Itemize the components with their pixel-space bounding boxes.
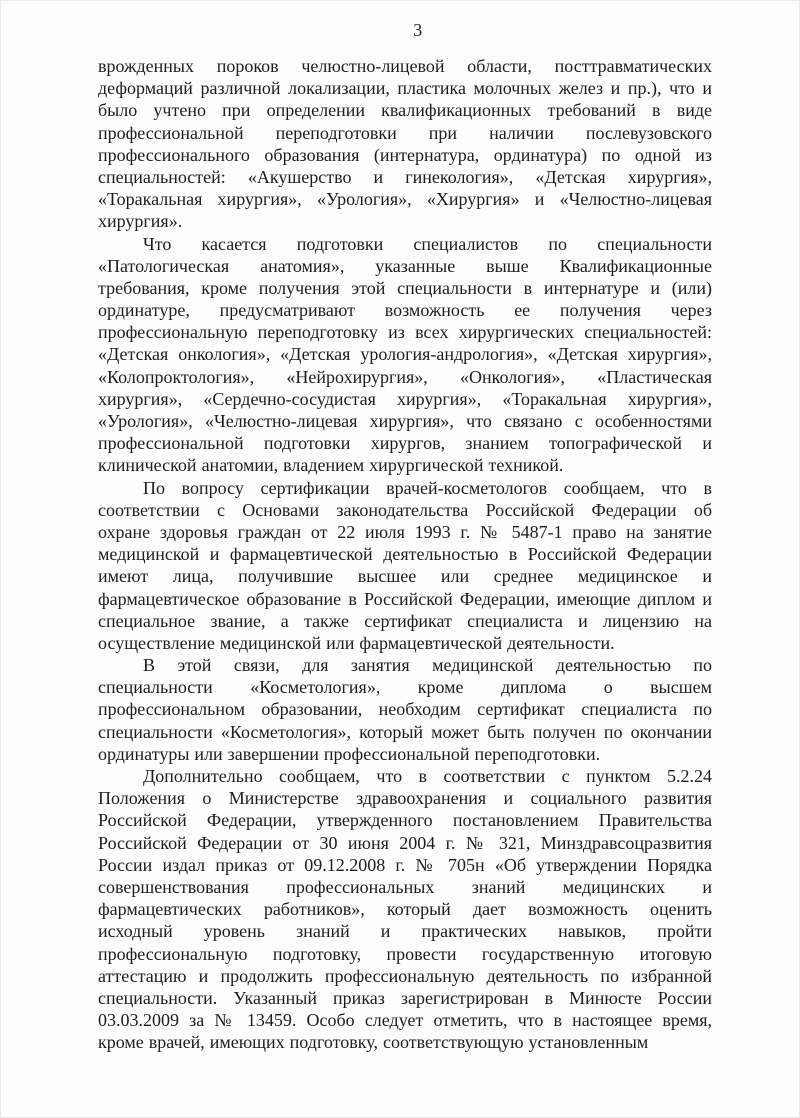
text-line: ординатуре, предусматривают возможность ее получения через (98, 300, 712, 321)
text-line: хирургия». (98, 211, 183, 232)
text-line: специальности «Косметология», который может быть получен по окончании (98, 721, 712, 742)
text-line: профессиональной переподготовки при наличии послевузовского (98, 122, 712, 143)
text-line: России издал приказ от 09.12.2008 г. № 705н «Об утверждении Порядка (98, 854, 712, 875)
text-line: кроме врачей, имеющих подготовку, соответствующую установленным (98, 1032, 649, 1053)
text-line: медицинской и фармацевтической деятельностью в Российской Федерации (98, 544, 712, 565)
text-line: деформаций различной локализации, пластика молочных желез и пр.), что и (98, 78, 712, 99)
paragraph (98, 233, 712, 477)
text-line: «Патологическая анатомия», указанные выше Квалификационные (98, 255, 712, 276)
page-number: 3 (413, 20, 423, 40)
text-line: соответствии с Основами законодательства Российской Федерации об (98, 499, 712, 520)
paragraph (98, 477, 712, 655)
text-line: клинической анатомии, владением хирургической техникой. (98, 455, 564, 476)
text-line: врожденных пороков челюстно-лицевой области, посттравматических (98, 56, 712, 76)
text-line: «Детская онкология», «Детская урология-андрология», «Детская хирургия», (98, 344, 712, 365)
text-line: специальности «Косметология», кроме диплома о высшем (98, 677, 712, 698)
document-body (98, 55, 712, 1053)
text-line: профессиональную переподготовку из всех хирургических специальностей: (98, 322, 712, 343)
paragraph (98, 765, 712, 1053)
text-line: осуществление медицинской или фармацевтической деятельности. (98, 632, 615, 653)
text-line: 03.03.2009 за № 13459. Особо следует отметить, что в настоящее время, (98, 1010, 712, 1031)
text-line: специальностей: «Акушерство и гинекология», «Детская хирургия», (98, 166, 712, 187)
text-line: исходный уровень знаний и практических навыков, пройти (98, 921, 712, 942)
text-line: В этой связи, для занятия медицинской деятельностью по (143, 655, 712, 676)
text-line: профессиональном образовании, необходим сертификат специалиста по (98, 699, 712, 720)
text-line: профессиональную подготовку, провести государственную итоговую (98, 943, 712, 964)
text-line: профессионального образования (интернатура, ординатура) по одной из (98, 144, 712, 165)
text-line: требования, кроме получения этой специальности в интернатуре и (или) (98, 277, 712, 298)
text-line: специальности. Указанный приказ зарегистрирован в Минюсте России (98, 987, 712, 1008)
text-line: По вопросу сертификации врачей-косметологов сообщаем, что в (143, 477, 712, 498)
text-line: Российской Федерации, утвержденного постановлением Правительства (98, 810, 712, 831)
text-line: Положения о Министерстве здравоохранения и социального развития (98, 788, 712, 809)
text-line: «Торакальная хирургия», «Урология», «Хирургия» и «Челюстно-лицевая (98, 189, 712, 210)
text-line: имеют лица, получившие высшее или среднее медицинское и (98, 566, 712, 587)
text-line: Российской Федерации от 30 июня 2004 г. № 321, Минздравсоцразвития (98, 832, 712, 853)
text-line: было учтено при определении квалификационных требований в виде (98, 100, 712, 121)
text-line: ординатуры или завершении профессиональной переподготовки. (98, 743, 601, 764)
text-line: охране здоровья граждан от 22 июля 1993 г. № 5487-1 право на занятие (98, 521, 712, 542)
text-line: фармацевтическое образование в Российской Федерации, имеющие диплом и (98, 588, 712, 609)
text-line: аттестацию и продолжить профессиональную деятельность по избранной (98, 965, 712, 986)
text-line: хирургия», «Сердечно-сосудистая хирургия», «Торакальная хирургия», (98, 388, 712, 409)
text-line: фармацевтических работников», который дает возможность оценить (98, 899, 712, 920)
text-line: совершенствования профессиональных знаний медицинских и (98, 876, 712, 897)
paragraph (98, 654, 712, 765)
text-line: Дополнительно сообщаем, что в соответствии с пунктом 5.2.24 (143, 766, 712, 786)
text-line: «Колопроктология», «Нейрохирургия», «Онкология», «Пластическая (98, 366, 712, 387)
text-line: Что касается подготовки специалистов по специальности (143, 233, 712, 254)
text-line: профессиональной подготовки хирургов, знанием топографической и (98, 433, 712, 454)
paragraph (98, 55, 712, 233)
text-line: специальное звание, а также сертификат специалиста и лицензию на (98, 610, 712, 631)
text-line: «Урология», «Челюстно-лицевая хирургия», что связано с особенностями (98, 411, 712, 431)
